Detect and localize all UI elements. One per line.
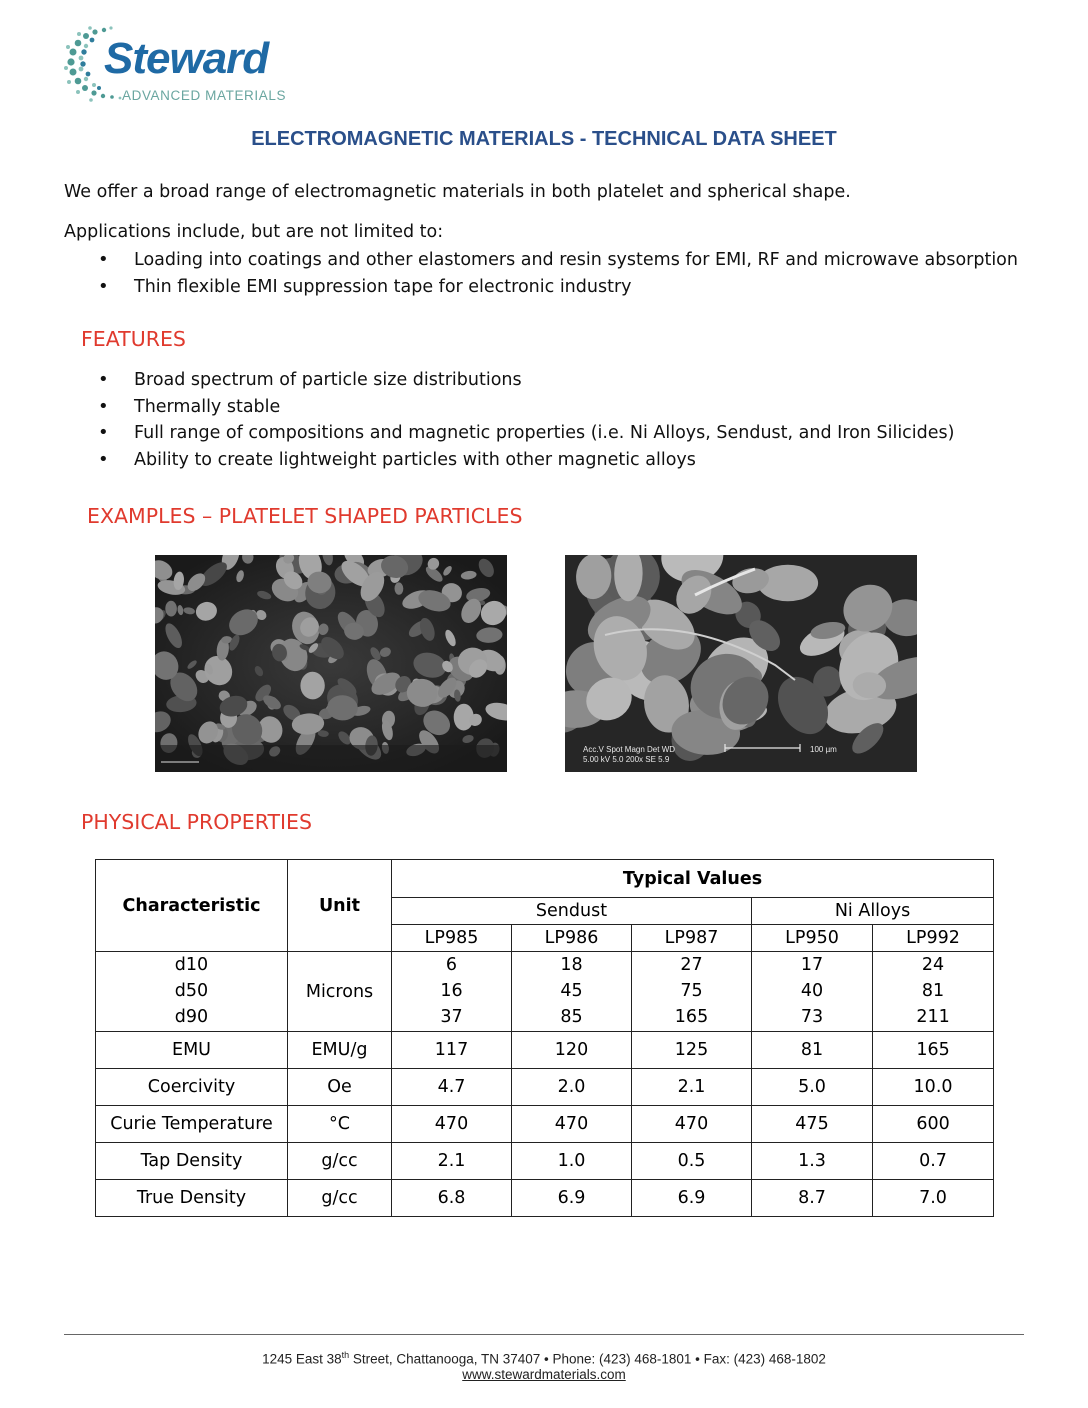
table-cell: 16: [392, 978, 512, 1004]
table-cell: 37: [392, 1004, 512, 1032]
table-cell: 8.7: [752, 1180, 873, 1217]
physical-properties-table: [95, 859, 994, 1217]
table-cell: 6.9: [512, 1180, 632, 1217]
table-cell: 117: [392, 1032, 512, 1069]
sem-scale-label: 100 µm: [810, 745, 837, 754]
table-cell: 2.1: [392, 1143, 512, 1180]
sem-image-platelets-2: [565, 555, 917, 772]
table-cell: 4.7: [392, 1069, 512, 1106]
list-item: • Full range of compositions and magnetic properties (i.e. Ni Alloys, Sendust, and Iron Silicides): [98, 420, 954, 447]
row-unit: g/cc: [288, 1143, 392, 1180]
footer-divider: [64, 1334, 1024, 1335]
table-cell: 10.0: [873, 1069, 994, 1106]
table-cell: 0.7: [873, 1143, 994, 1180]
sem-image-platelets-1: [155, 555, 507, 772]
header-product: LP950: [752, 925, 873, 952]
table-cell: 81: [873, 978, 994, 1004]
list-item: • Thermally stable: [98, 394, 954, 421]
table-cell: 120: [512, 1032, 632, 1069]
applications-list: [98, 247, 1018, 300]
table-cell: 40: [752, 978, 873, 1004]
row-label-d10: d10: [96, 952, 288, 978]
table-cell: 85: [512, 1004, 632, 1032]
table-cell: 45: [512, 978, 632, 1004]
physical-properties-heading: PHYSICAL PROPERTIES: [81, 810, 312, 834]
table-cell: 18: [512, 952, 632, 978]
row-label-curie-temperature: Curie Temperature: [96, 1106, 288, 1143]
row-unit: g/cc: [288, 1180, 392, 1217]
row-label-coercivity: Coercivity: [96, 1069, 288, 1106]
table-cell: 75: [632, 978, 752, 1004]
footer-address: [0, 1350, 1088, 1367]
header-group-ni-alloys: Ni Alloys: [752, 898, 994, 925]
row-label-tap-density: Tap Density: [96, 1143, 288, 1180]
table-cell: 24: [873, 952, 994, 978]
list-item: • Thin flexible EMI suppression tape for electronic industry: [98, 274, 1018, 301]
row-label-true-density: True Density: [96, 1180, 288, 1217]
footer-address-sup: th: [341, 1350, 350, 1360]
table-cell: 81: [752, 1032, 873, 1069]
header-product: LP987: [632, 925, 752, 952]
page-title: ELECTROMAGNETIC MATERIALS - TECHNICAL DATA SHEET: [251, 128, 837, 150]
size-unit: Microns: [288, 952, 392, 1032]
row-unit: EMU/g: [288, 1032, 392, 1069]
row-label-d90: d90: [96, 1004, 288, 1032]
header-product: LP986: [512, 925, 632, 952]
row-unit: Oe: [288, 1069, 392, 1106]
list-item: • Broad spectrum of particle size distributions: [98, 367, 954, 394]
table-cell: 211: [873, 1004, 994, 1032]
table-cell: 6: [392, 952, 512, 978]
row-label-emu: EMU: [96, 1032, 288, 1069]
table-cell: 1.3: [752, 1143, 873, 1180]
table-cell: 17: [752, 952, 873, 978]
header-characteristic: Characteristic: [96, 860, 288, 952]
website-link[interactable]: www.stewardmaterials.com: [462, 1367, 626, 1382]
header-unit: Unit: [288, 860, 392, 952]
footer-website: [0, 1367, 1088, 1382]
table-cell: 165: [632, 1004, 752, 1032]
table-cell: 27: [632, 952, 752, 978]
list-item: • Loading into coatings and other elastomers and resin systems for EMI, RF and microwave absorption: [98, 247, 1018, 274]
intro-text: We offer a broad range of electromagnetic materials in both platelet and spherical shape.: [64, 182, 851, 202]
table-cell: 7.0: [873, 1180, 994, 1217]
footer-address-rest: Street, Chattanooga, TN 37407 • Phone: (423) 468-1801 • Fax: (423) 468-1802: [349, 1351, 826, 1367]
table-cell: 73: [752, 1004, 873, 1032]
sem-caption-line1: Acc.V Spot Magn Det WD: [583, 745, 676, 754]
header-product: LP985: [392, 925, 512, 952]
row-unit: °C: [288, 1106, 392, 1143]
table-cell: 6.8: [392, 1180, 512, 1217]
table-cell: 165: [873, 1032, 994, 1069]
table-cell: 470: [632, 1106, 752, 1143]
table-cell: 470: [512, 1106, 632, 1143]
table-cell: 5.0: [752, 1069, 873, 1106]
examples-heading: EXAMPLES – PLATELET SHAPED PARTICLES: [87, 504, 523, 528]
table-cell: 2.1: [632, 1069, 752, 1106]
header-product: LP992: [873, 925, 994, 952]
table-cell: 600: [873, 1106, 994, 1143]
list-item: • Ability to create lightweight particles with other magnetic alloys: [98, 447, 954, 474]
sem-caption-line2: 5.00 kV 5.0 200x SE 5.9: [583, 755, 670, 764]
logo-wordmark: Steward: [104, 34, 269, 83]
table-cell: 125: [632, 1032, 752, 1069]
table-cell: 470: [392, 1106, 512, 1143]
features-heading: FEATURES: [81, 327, 186, 351]
table-cell: 1.0: [512, 1143, 632, 1180]
header-typical-values: Typical Values: [392, 860, 994, 898]
table-cell: 6.9: [632, 1180, 752, 1217]
row-label-d50: d50: [96, 978, 288, 1004]
applications-lead: Applications include, but are not limited to:: [64, 222, 444, 242]
table-cell: 0.5: [632, 1143, 752, 1180]
table-cell: 475: [752, 1106, 873, 1143]
logo-tagline: ADVANCED MATERIALS: [122, 88, 287, 103]
features-list: [98, 367, 954, 473]
header-group-sendust: Sendust: [392, 898, 752, 925]
footer-address-start: 1245 East 38: [262, 1351, 342, 1367]
table-cell: 2.0: [512, 1069, 632, 1106]
